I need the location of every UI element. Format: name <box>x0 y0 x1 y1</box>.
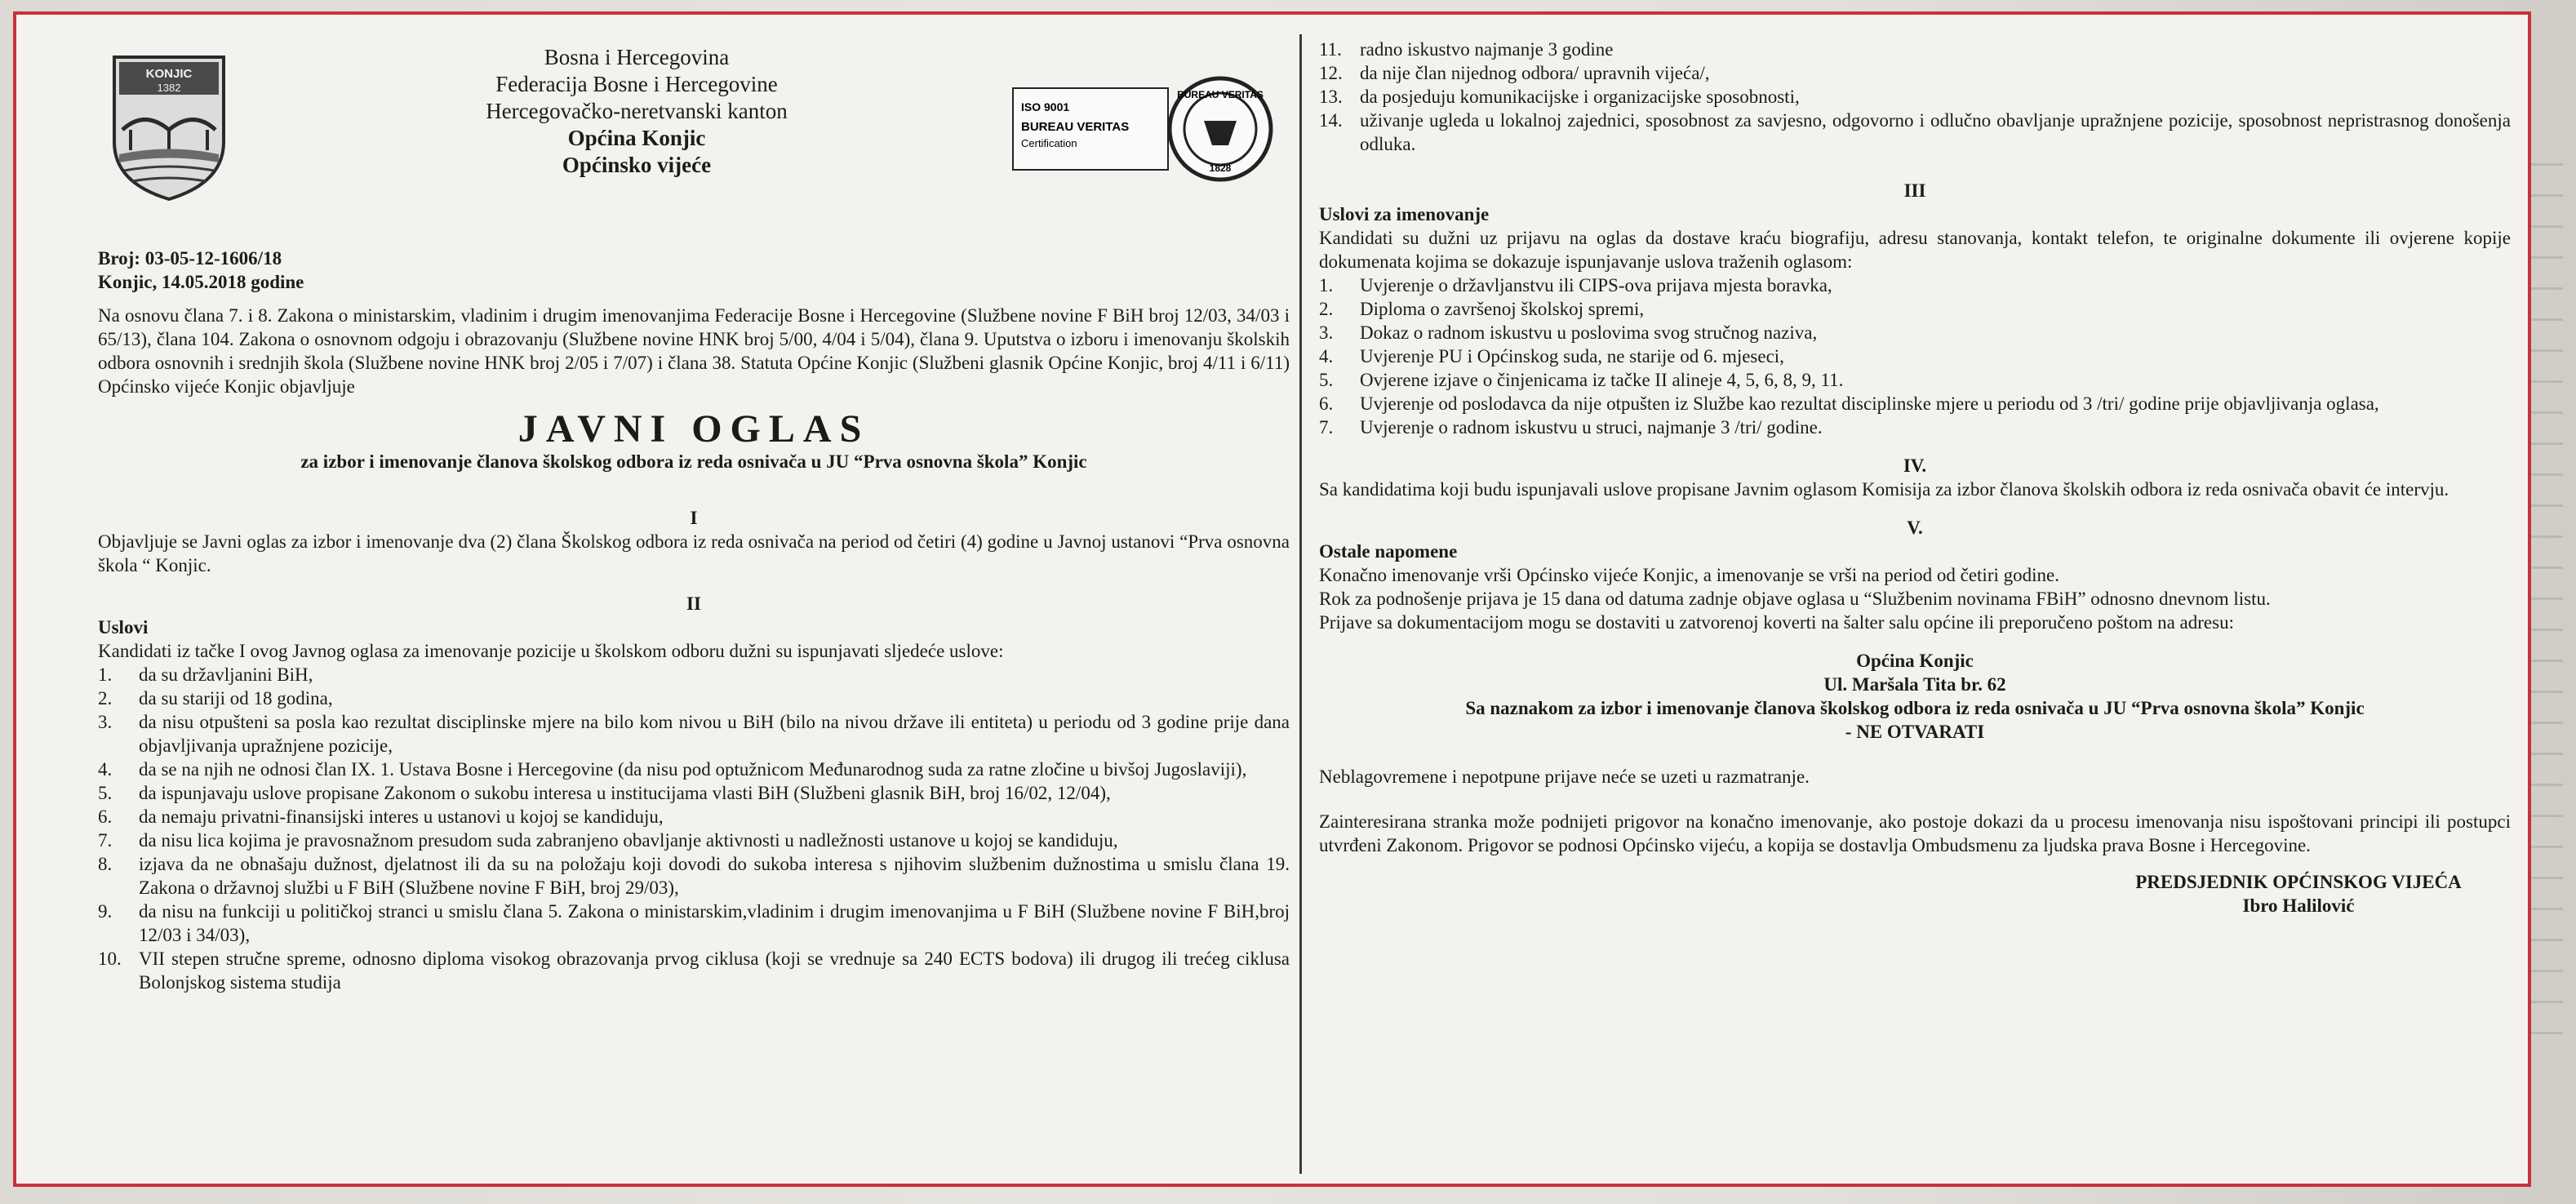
list-item: 3. da nisu otpušteni sa posla kao rezultat disciplinske mjere na bilo kom nivou u BiH (bilo na nivou države ili entiteta) u periodu od 3 godine prije dana objavljivanja upražnjene pozicije, <box>98 712 1290 756</box>
section-4-numeral: IV. <box>1903 455 1927 476</box>
signature-block <box>1319 870 2511 917</box>
institution-council: Općinsko vijeće <box>562 153 712 177</box>
crest-year: 1382 <box>157 82 181 94</box>
iso-line-1: ISO 9001 <box>1021 100 1070 113</box>
late-applications-note: Neblagovremene i nepotpune prijave neće se uzeti u razmatranje. <box>1319 766 1810 787</box>
submission-address <box>1319 649 2511 744</box>
section-5-line-1: Konačno imenovanje vrši Općinsko vijeće Konjic, a imenovanje se vrši na period od četiri godine. <box>1319 565 2059 585</box>
address-line-2: Ul. Maršala Tita br. 62 <box>1823 674 2006 695</box>
section-3-heading: Uslovi za imenovanje <box>1319 204 1490 224</box>
section-2-heading: Uslovi <box>98 617 149 638</box>
institution-line-2: Federacija Bosne i Hercegovine <box>495 72 778 96</box>
notice-title: JAVNI OGLAS <box>517 407 870 451</box>
section-5-heading: Ostale napomene <box>1319 541 1458 562</box>
iso-certification-badge <box>1008 72 1286 194</box>
iso-seal-text: BUREAU VERITAS <box>1177 89 1264 100</box>
list-item: 2. Diploma o završenoj školskoj spremi, <box>1319 299 1645 319</box>
list-item: 7. da nisu lica kojima je pravosnažnom presudom suda zabranjeno obavljanje aktivnosti u nadležnosti ustanove u kojoj se kandiduju, <box>98 830 1118 851</box>
iso-line-3: Certification <box>1021 137 1077 149</box>
address-line-3: Sa naznakom za izbor i imenovanje članova školskog odbora iz reda osnivača u JU “Prva osnovna škola” Konjic <box>1465 698 2365 718</box>
section-2-intro: Kandidati iz tačke I ovog Javnog oglasa za imenovanje pozicije u školskom odboru dužni su ispunjavati sljedeće uslove: <box>98 641 1004 661</box>
list-item: 6. Uvjerenje od poslodavca da nije otpušten iz Službe kao rezultat disciplinske mjere u periodu od 3 /tri/ godine prije objavljivanja oglasa, <box>1319 393 2379 414</box>
crest-text: KONJIC <box>145 67 193 81</box>
list-item: 8. izjava da ne obnašaju dužnost, djelatnost ili da su na položaju koji dovodi do sukoba interesa s njihovim službenim dužnostima u smislu člana 19. Zakona o državnoj službi u F BiH (Službene novine F BiH, broj 29/03), <box>98 854 1290 898</box>
right-column <box>1319 38 2511 917</box>
section-3-numeral: III <box>1903 180 1926 201</box>
list-item: 14. uživanje ugleda u lokalnoj zajednici, sposobnost za savjesno, odgovorno i odlučno obavljanje upražnjene pozicije, sposobnost nepristrasnog donošenja odluka. <box>1319 110 2511 154</box>
list-item: 9. da nisu na funkciji u političkoj stranci u smislu člana 5. Zakona o ministarskim,vladinim i drugim imenovanjima u F BiH (Službene novine F BiH,broj 12/03 i 34/03), <box>98 901 1290 945</box>
section-2-numeral: II <box>686 593 701 614</box>
document-number: Broj: 03-05-12-1606/18 <box>98 248 282 269</box>
list-item: 12. da nije član nijednog odbora/ upravnih vijeća/, <box>1319 63 1710 83</box>
list-item: 5. Ovjerene izjave o činjenicama iz tačke II alineje 4, 5, 6, 8, 9, 11. <box>1319 370 1844 390</box>
institution-block <box>408 44 865 179</box>
list-item: 11. radno iskustvo najmanje 3 godine <box>1319 39 1614 60</box>
section-1-numeral: I <box>690 508 698 528</box>
section-5-line-2: Rok za podnošenje prijava je 15 dana od datuma zadnje objave oglasa u “Službenim novinama FBiH” odnosno dnevnom listu. <box>1319 589 2271 609</box>
konjic-crest-logo <box>108 52 230 202</box>
list-item: 1. da su državljanini BiH, <box>98 664 313 685</box>
notice-header <box>98 38 1290 242</box>
public-notice-ad <box>13 11 2531 1187</box>
section-1-text: Objavljuje se Javni oglas za izbor i imenovanje dva (2) člana Školskog odbora iz reda osnivača na period od četiri (4) godine u Javnoj ustanovi “Prva osnovna škola “ Konjic. <box>98 531 1290 575</box>
address-line-1: Općina Konjic <box>1856 651 1974 671</box>
notice-subtitle: za izbor i imenovanje članova školskog odbora iz reda osnivača u JU “Prva osnovna škola” Konjic <box>300 451 1087 472</box>
section-3-intro: Kandidati su dužni uz prijavu na oglas da dostave kraću biografiju, adresu stanovanja, kontakt telefon, te originalne dokumente ili ovjerene kopije dokumenata kojima se dokazuje ispunjavanje uslova traženih oglasom: <box>1319 228 2511 272</box>
iso-seal-year: 1828 <box>1209 162 1232 174</box>
iso-line-2: BUREAU VERITAS <box>1021 120 1130 134</box>
conditions-list-continued <box>1319 38 2511 156</box>
list-item: 4. da se na njih ne odnosi član IX. 1. Ustava Bosne i Hercegovine (da nisu pod optužnicom Međunarodnog suda za ratne zločine u bivšoj Jugoslaviji), <box>98 759 1247 780</box>
list-item: 7. Uvjerenje o radnom iskustvu u struci, najmanje 3 /tri/ godine. <box>1319 417 1823 438</box>
list-item: 4. Uvjerenje PU i Općinskog suda, ne starije od 6. mjeseci, <box>1319 346 1784 367</box>
list-item: 1. Uvjerenje o državljanstvu ili CIPS-ova prijava mjesta boravka, <box>1319 275 1832 295</box>
preamble-text: Na osnovu člana 7. i 8. Zakona o ministarskim, vladinim i drugim imenovanjima Federacije Bosne i Hercegovine (Službene novine F BiH broj 12/03, 34/03 i 65/13), člana 104. Zakona o osnovnom odgoju i obrazovanju (Službene novine HNK broj 5/00, 4/04 i 5/04), člana 9. Uputstva o izboru i imenovanju školskih odbora osnovnih i srednjih škola (Službene novine HNK broj 2/05 i 7/07) i člana 38. Statuta Općine Konjic (Službeni glasnik Općine Konjic, broj 4/11 i 6/11) Općinsko vijeće Konjic objavljuje <box>98 305 1290 397</box>
conditions-list <box>98 663 1290 994</box>
list-item: 2. da su stariji od 18 godina, <box>98 688 333 709</box>
section-5-line-3: Prijave sa dokumentacijom mogu se dostaviti u zatvorenoj koverti na šalter salu općine ili preporučeno poštom na adresu: <box>1319 612 2234 633</box>
section-5-numeral: V. <box>1907 518 1923 538</box>
institution-municipality: Općina Konjic <box>567 126 706 150</box>
address-line-4: - NE OTVARATI <box>1845 722 1985 742</box>
list-item: 6. da nemaju privatni-finansijski interes u ustanovi u kojoj se kandiduju, <box>98 806 664 827</box>
section-4-text: Sa kandidatima koji budu ispunjavali uslove propisane Javnim oglasom Komisija za izbor članova školskih odbora iz reda osnivača obavit će intervju. <box>1319 479 2449 500</box>
column-divider <box>1299 34 1302 1174</box>
signature-role: PREDSJEDNIK OPĆINSKOG VIJEĆA <box>2135 872 2462 892</box>
institution-line-3: Hercegovačko-neretvanski kanton <box>486 99 788 123</box>
signature-name: Ibro Halilović <box>2242 895 2355 916</box>
list-item: 13. da posjeduju komunikacijske i organizacijske sposobnosti, <box>1319 87 1800 107</box>
list-item: 3. Dokaz o radnom iskustvu u poslovima svog stručnog naziva, <box>1319 322 1818 343</box>
left-column <box>98 38 1290 994</box>
institution-line-1: Bosna i Hercegovina <box>544 45 730 69</box>
list-item: 10. VII stepen stručne spreme, odnosno diploma visokog obrazovanja prvog ciklusa (koji se vrednuje sa 240 ECTS bodova) ili drugog ili trećeg ciklusa Bolonjskog sistema studija <box>98 949 1290 993</box>
documents-list <box>1319 273 2511 439</box>
list-item: 5. da ispunjavaju uslove propisane Zakonom o sukobu interesa u institucijama vlasti BiH (Službeni glasnik BiH, broj 16/02, 12/04), <box>98 783 1111 803</box>
complaint-text: Zainteresirana stranka može podnijeti prigovor na konačno imenovanje, ako postoje dokazi da u procesu imenovanja nisu ispoštovani principi ili postupci utvrđeni Zakonom. Prigovor se podnosi Općinsko vijeću, a kopija se dostavlja Ombudsmenu za ljudska prava Bosne i Hercegovine. <box>1319 811 2511 855</box>
document-date: Konjic, 14.05.2018 godine <box>98 272 304 292</box>
